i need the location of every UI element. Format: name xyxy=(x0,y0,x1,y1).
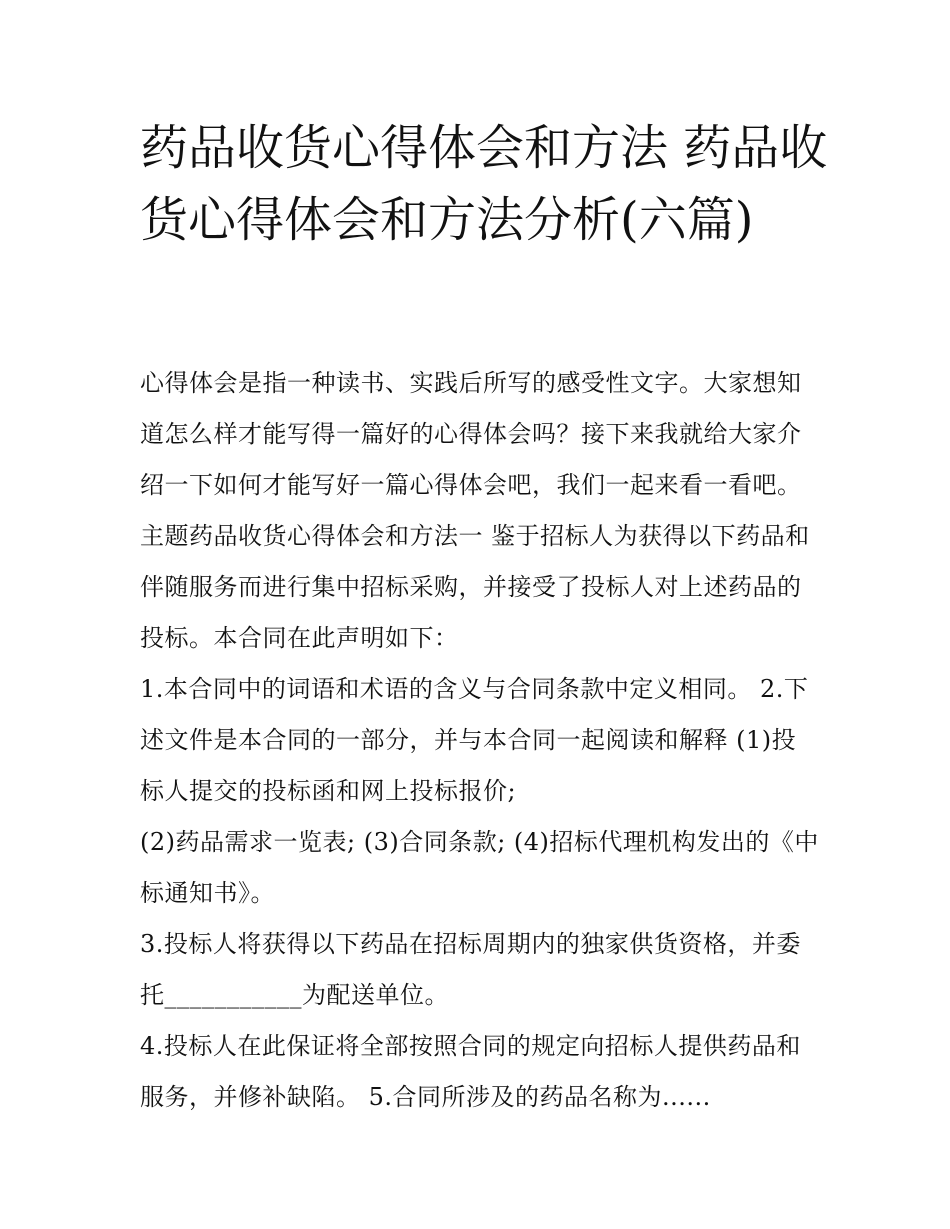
document-title: 药品收货心得体会和方法 药品收货心得体会和方法分析(六篇) xyxy=(140,120,828,248)
paragraph-clause-3: 3.投标人将获得以下药品在招标周期内的独家供货资格，并委托___________为配送单位。 xyxy=(140,930,801,1009)
paragraph-clause-4-5: 4.投标人在此保证将全部按照合同的规定向招标人提供药品和服务，并修补缺陷。 5.合同所涉及的药品名称为...... xyxy=(140,1032,801,1111)
document-body xyxy=(140,358,820,1123)
paragraph-clause-documents: (2)药品需求一览表; (3)合同条款; (4)招标代理机构发出的《中标通知书》。 xyxy=(140,828,819,907)
paragraph-clause-1-2: 1.本合同中的词语和术语的含义与合同条款中定义相同。 2.下述文件是本合同的一部分，并与本合同一起阅读和解释 (1)投标人提交的投标函和网上投标报价; xyxy=(140,675,809,805)
paragraph-intro: 心得体会是指一种读书、实践后所写的感受性文字。大家想知道怎么样才能写得一篇好的心得体会吗？接下来我就给大家介绍一下如何才能写好一篇心得体会吧，我们一起来看一看吧。主题药品收货心得体会和方法一 鉴于招标人为获得以下药品和伴随服务而进行集中招标采购，并接受了投标人对上述药品的投标。本合同在此声明如下： xyxy=(140,369,810,652)
